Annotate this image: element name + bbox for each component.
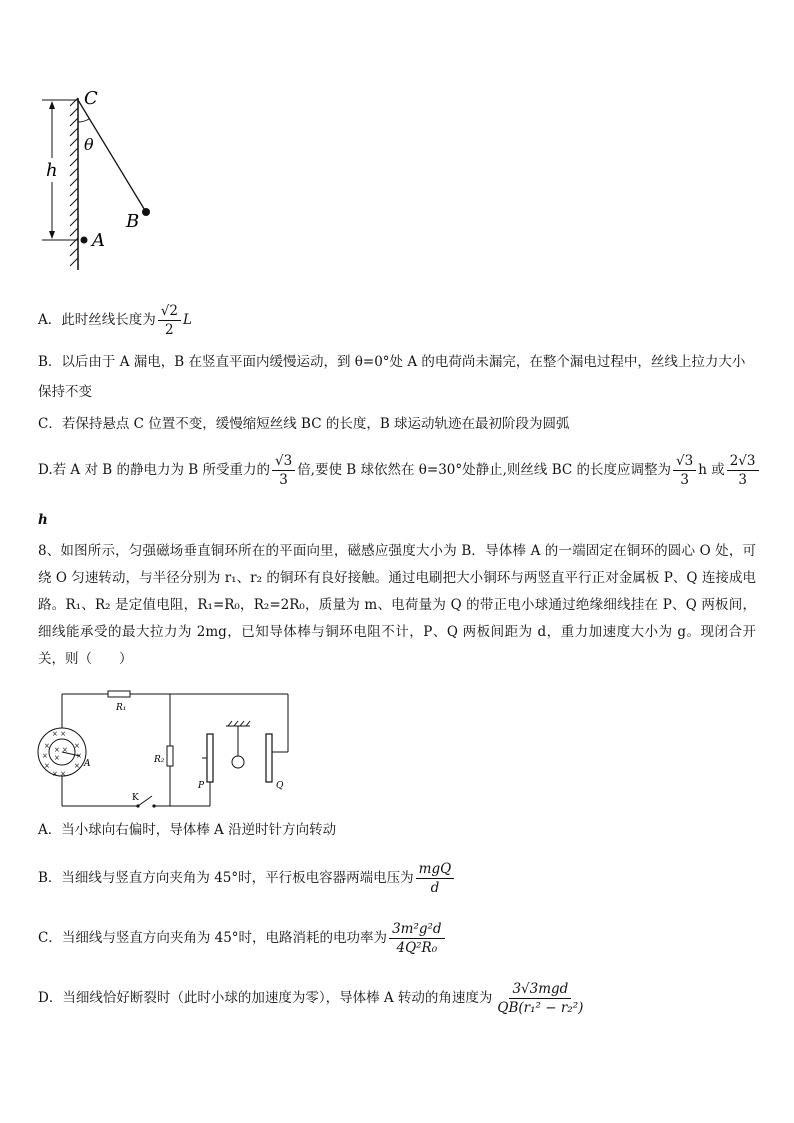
circuit-label-K: K bbox=[132, 793, 139, 803]
q7-d-frac2-num: √3 bbox=[673, 452, 696, 471]
q7-d-frac3-den: 3 bbox=[738, 472, 747, 488]
q8-b-prefix: B．当细线与竖直方向夹角为 45°时，平行板电容器两端电压为 bbox=[38, 870, 414, 886]
q7-option-c: C．若保持悬点 C 位置不变，缓慢缩短丝线 BC 的长度，B 球运动轨迹在最初阶段为圆弧 bbox=[38, 416, 570, 432]
q8-d-fraction bbox=[494, 980, 586, 1017]
q7-d-frac1-num: √3 bbox=[272, 452, 295, 471]
circuit-label-P: P bbox=[198, 781, 205, 791]
label-theta: θ bbox=[84, 135, 94, 154]
q7-a-den: 2 bbox=[165, 322, 174, 338]
q8-c-fraction bbox=[389, 920, 445, 957]
svg-text:×: × bbox=[44, 742, 50, 750]
q8-option-c bbox=[38, 920, 447, 957]
svg-text:×: × bbox=[76, 752, 82, 760]
q8-d-num: 3√3mgd bbox=[509, 980, 571, 999]
pendulum-figure bbox=[38, 88, 168, 278]
q8-option-a: A．当小球向右偏时，导体棒 A 沿逆时针方向转动 bbox=[38, 822, 337, 838]
q7-d-frac1-den: 3 bbox=[279, 472, 288, 488]
label-B: B bbox=[126, 211, 140, 232]
q7-a-prefix: A．此时丝线长度为 bbox=[38, 312, 156, 328]
q8-b-num: mgQ bbox=[416, 860, 455, 879]
q7-option-b-line2: 保持不变 bbox=[38, 384, 92, 400]
q7-option-d-tail: h bbox=[38, 512, 48, 528]
q7-d-prefix: D.若 A 对 B 的静电力为 B 所受重力的 bbox=[38, 462, 270, 478]
q7-d-frac1 bbox=[272, 452, 295, 489]
q7-a-fraction bbox=[158, 302, 181, 339]
svg-text:×: × bbox=[54, 746, 60, 754]
label-A: A bbox=[92, 230, 105, 251]
q7-d-middle: 倍,要使 B 球依然在 θ=30°处静止,则丝线 BC 的长度应调整为 bbox=[297, 462, 672, 478]
q7-d-frac2 bbox=[673, 452, 696, 489]
q8-b-fraction bbox=[416, 860, 455, 897]
svg-text:×: × bbox=[74, 762, 80, 770]
svg-text:× ×: × × bbox=[52, 730, 66, 738]
q8-c-num: 3m²g²d bbox=[389, 920, 445, 939]
q8-c-prefix: C．当细线与竖直方向夹角为 45°时，电路消耗的电功率为 bbox=[38, 930, 388, 946]
q8-b-den: d bbox=[430, 880, 440, 896]
label-C: C bbox=[84, 88, 98, 109]
q8-stem: 8、如图所示，匀强磁场垂直铜环所在的平面向里，磁感应强度大小为 B．导体棒 A 的一端固定在铜环的圆心 O 处，可绕 O 匀速转动，与半径分别为 r₁、r₂ 的铜环有良好接触。通过电刷把大小铜环与两竖直平行正对金属板 P、Q 连接成电路。R₁、R₂ 是定值电阻，R₁=R₀，R₂=2R₀，质量为 m、电荷量为 Q 的带正电小球通过绝缘细线挂在 P、Q 两板间，细线能承受的最大拉力为 2mg，已知导体棒与铜环电阻不计，P、Q 两板间距为 d，重力加速度大小为 g。现闭合开关，则（ ） bbox=[38, 543, 756, 667]
q7-option-a bbox=[38, 302, 192, 339]
q8-d-den: QB(r₁² − r₂²) bbox=[497, 1000, 584, 1016]
q7-option-b-line1: B．以后由于 A 漏电，B 在竖直平面内缓慢运动，到 θ=0°处 A 的电荷尚未漏完，在整个漏电过程中，丝线上拉力大小 bbox=[38, 354, 746, 370]
svg-text:×: × bbox=[42, 752, 48, 760]
q7-d-frac3 bbox=[727, 452, 759, 489]
q8-c-den: 4Q²R₀ bbox=[396, 940, 438, 956]
svg-text:×: × bbox=[44, 762, 50, 770]
circuit-label-Q: Q bbox=[276, 781, 284, 791]
svg-text:× ×: × × bbox=[52, 770, 66, 778]
circuit-figure bbox=[36, 690, 306, 815]
circuit-label-A: A bbox=[84, 759, 91, 769]
q7-d-frac3-num: 2√3 bbox=[727, 452, 759, 471]
circuit-label-R2: R₂ bbox=[154, 755, 165, 765]
q8-d-prefix: D．当细线恰好断裂时（此时小球的加速度为零），导体棒 A 转动的角速度为 bbox=[38, 990, 493, 1006]
svg-text:×: × bbox=[74, 742, 80, 750]
q7-option-d bbox=[38, 452, 761, 489]
circuit-label-R1: R₁ bbox=[116, 703, 127, 713]
q7-d-or: h 或 bbox=[698, 462, 725, 478]
label-h: h bbox=[46, 160, 58, 181]
svg-text:×: × bbox=[62, 746, 68, 754]
q8-option-b bbox=[38, 860, 456, 897]
q7-a-num: √2 bbox=[158, 302, 181, 321]
q8-option-d bbox=[38, 980, 588, 1017]
q7-d-frac2-den: 3 bbox=[680, 472, 689, 488]
q7-a-suffix: L bbox=[182, 312, 192, 328]
svg-text:×: × bbox=[54, 754, 60, 762]
